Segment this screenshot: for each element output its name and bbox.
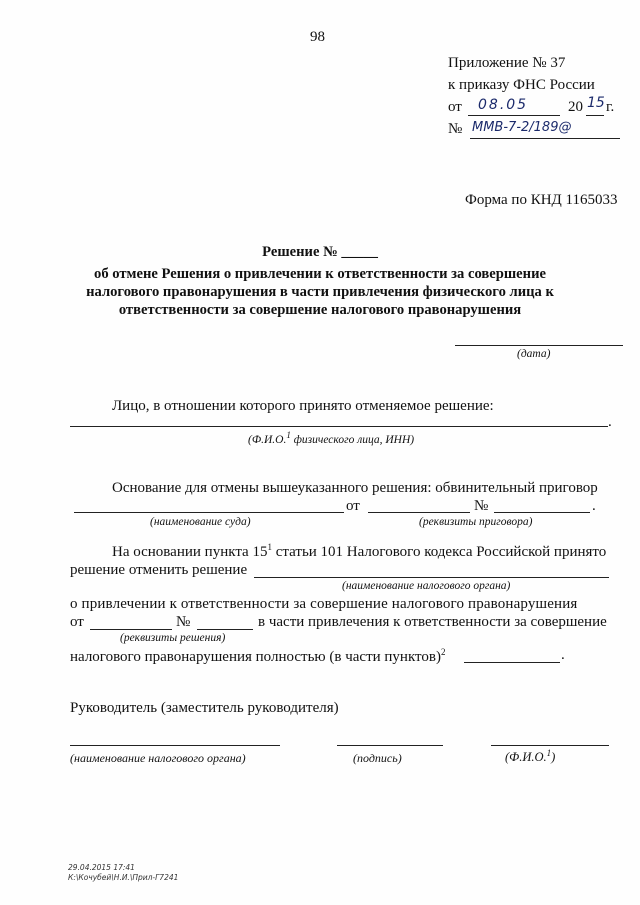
appendix-year-line xyxy=(586,115,604,116)
appendix-num-line xyxy=(470,138,620,139)
basis-caption-verdict: (реквизиты приговора) xyxy=(419,516,533,528)
head-title: Руководитель (заместитель руководителя) xyxy=(70,700,339,716)
head-caption-sign: (подпись) xyxy=(353,751,402,765)
decision-caption-authority: (наименование налогового органа) xyxy=(342,580,511,592)
decision-line-3: о привлечении к ответственности за совершение налогового правонарушения xyxy=(70,596,578,612)
decision-line-4-post: в части привлечения к ответственности за совершение xyxy=(258,614,607,630)
appendix-year-handwritten: 15 xyxy=(587,95,605,111)
appendix-date-prefix: от xyxy=(448,99,462,115)
appendix-date-line xyxy=(468,115,560,116)
decision-line-4-num: № xyxy=(176,614,191,630)
basis-num-line xyxy=(494,512,590,513)
person-end-dot: . xyxy=(608,414,612,430)
date-line xyxy=(455,345,623,346)
decision-date-line xyxy=(90,629,172,630)
head-caption-authority: (наименование налогового органа) xyxy=(70,751,246,765)
decision-line-5: налогового правонарушения полностью (в части пунктов)$^2$ xyxy=(70,647,446,665)
form-code: Форма по КНД 1165033 xyxy=(465,192,618,208)
appendix-date-handwritten: 08.05 xyxy=(478,97,529,113)
title-line-1: Решение № _____ xyxy=(262,244,378,260)
basis-num: № xyxy=(474,498,489,514)
title-line-3: налогового правонарушения в части привлечения физического лица к xyxy=(86,284,554,300)
decision-caption-decision: (реквизиты решения) xyxy=(120,632,226,644)
appendix-num-handwritten: ММВ-7-2/189@ xyxy=(472,120,572,135)
appendix-line-2: к приказу ФНС России xyxy=(448,77,595,93)
basis-date-line xyxy=(368,512,470,513)
footer-file-path: К:\Кочубей\Н.И.\Прил-Г7241 xyxy=(68,873,179,882)
decision-line-2: решение отменить решение xyxy=(70,562,248,578)
basis-text: Основание для отмены вышеуказанного решения: обвинительный приговор xyxy=(112,480,598,496)
title-line-2: об отмене Решения о привлечении к ответственности за совершение xyxy=(94,266,546,282)
person-label: Лицо, в отношении которого принято отменяемое решение: xyxy=(112,398,494,414)
appendix-year-print: 20 xyxy=(568,99,583,115)
basis-end-dot: . xyxy=(592,498,596,514)
appendix-year-suffix: г. xyxy=(606,99,615,115)
head-sign-line xyxy=(337,745,443,746)
footer-timestamp: 29.04.2015 17:41 xyxy=(68,863,135,872)
decision-line-1: На основании пункта $15^1$ статьи 101 Налогового кодекса Российской принято xyxy=(112,542,607,560)
date-caption: (дата) xyxy=(517,348,551,360)
basis-court-line xyxy=(74,512,344,513)
person-line xyxy=(70,426,608,427)
decision-num-line xyxy=(197,629,253,630)
head-caption-fio: (Ф.И.О.$^1$) xyxy=(505,748,556,765)
head-authority-line xyxy=(70,745,280,746)
appendix-line-1: Приложение № 37 xyxy=(448,55,566,71)
title-line-4: ответственности за совершение налогового правонарушения xyxy=(118,302,522,318)
decision-line-4-from: от xyxy=(70,614,84,630)
person-caption: (Ф.И.О.$^1$ физического лица, ИНН) xyxy=(248,430,415,446)
page-number: 98 xyxy=(310,29,325,45)
decision-authority-line xyxy=(254,577,609,578)
basis-from: от xyxy=(346,498,360,514)
head-fio-line xyxy=(491,745,609,746)
decision-points-line xyxy=(464,662,560,663)
decision-line-5-end: . xyxy=(561,647,565,663)
appendix-num-prefix: № xyxy=(448,121,463,137)
basis-caption-court: (наименование суда) xyxy=(150,516,251,528)
